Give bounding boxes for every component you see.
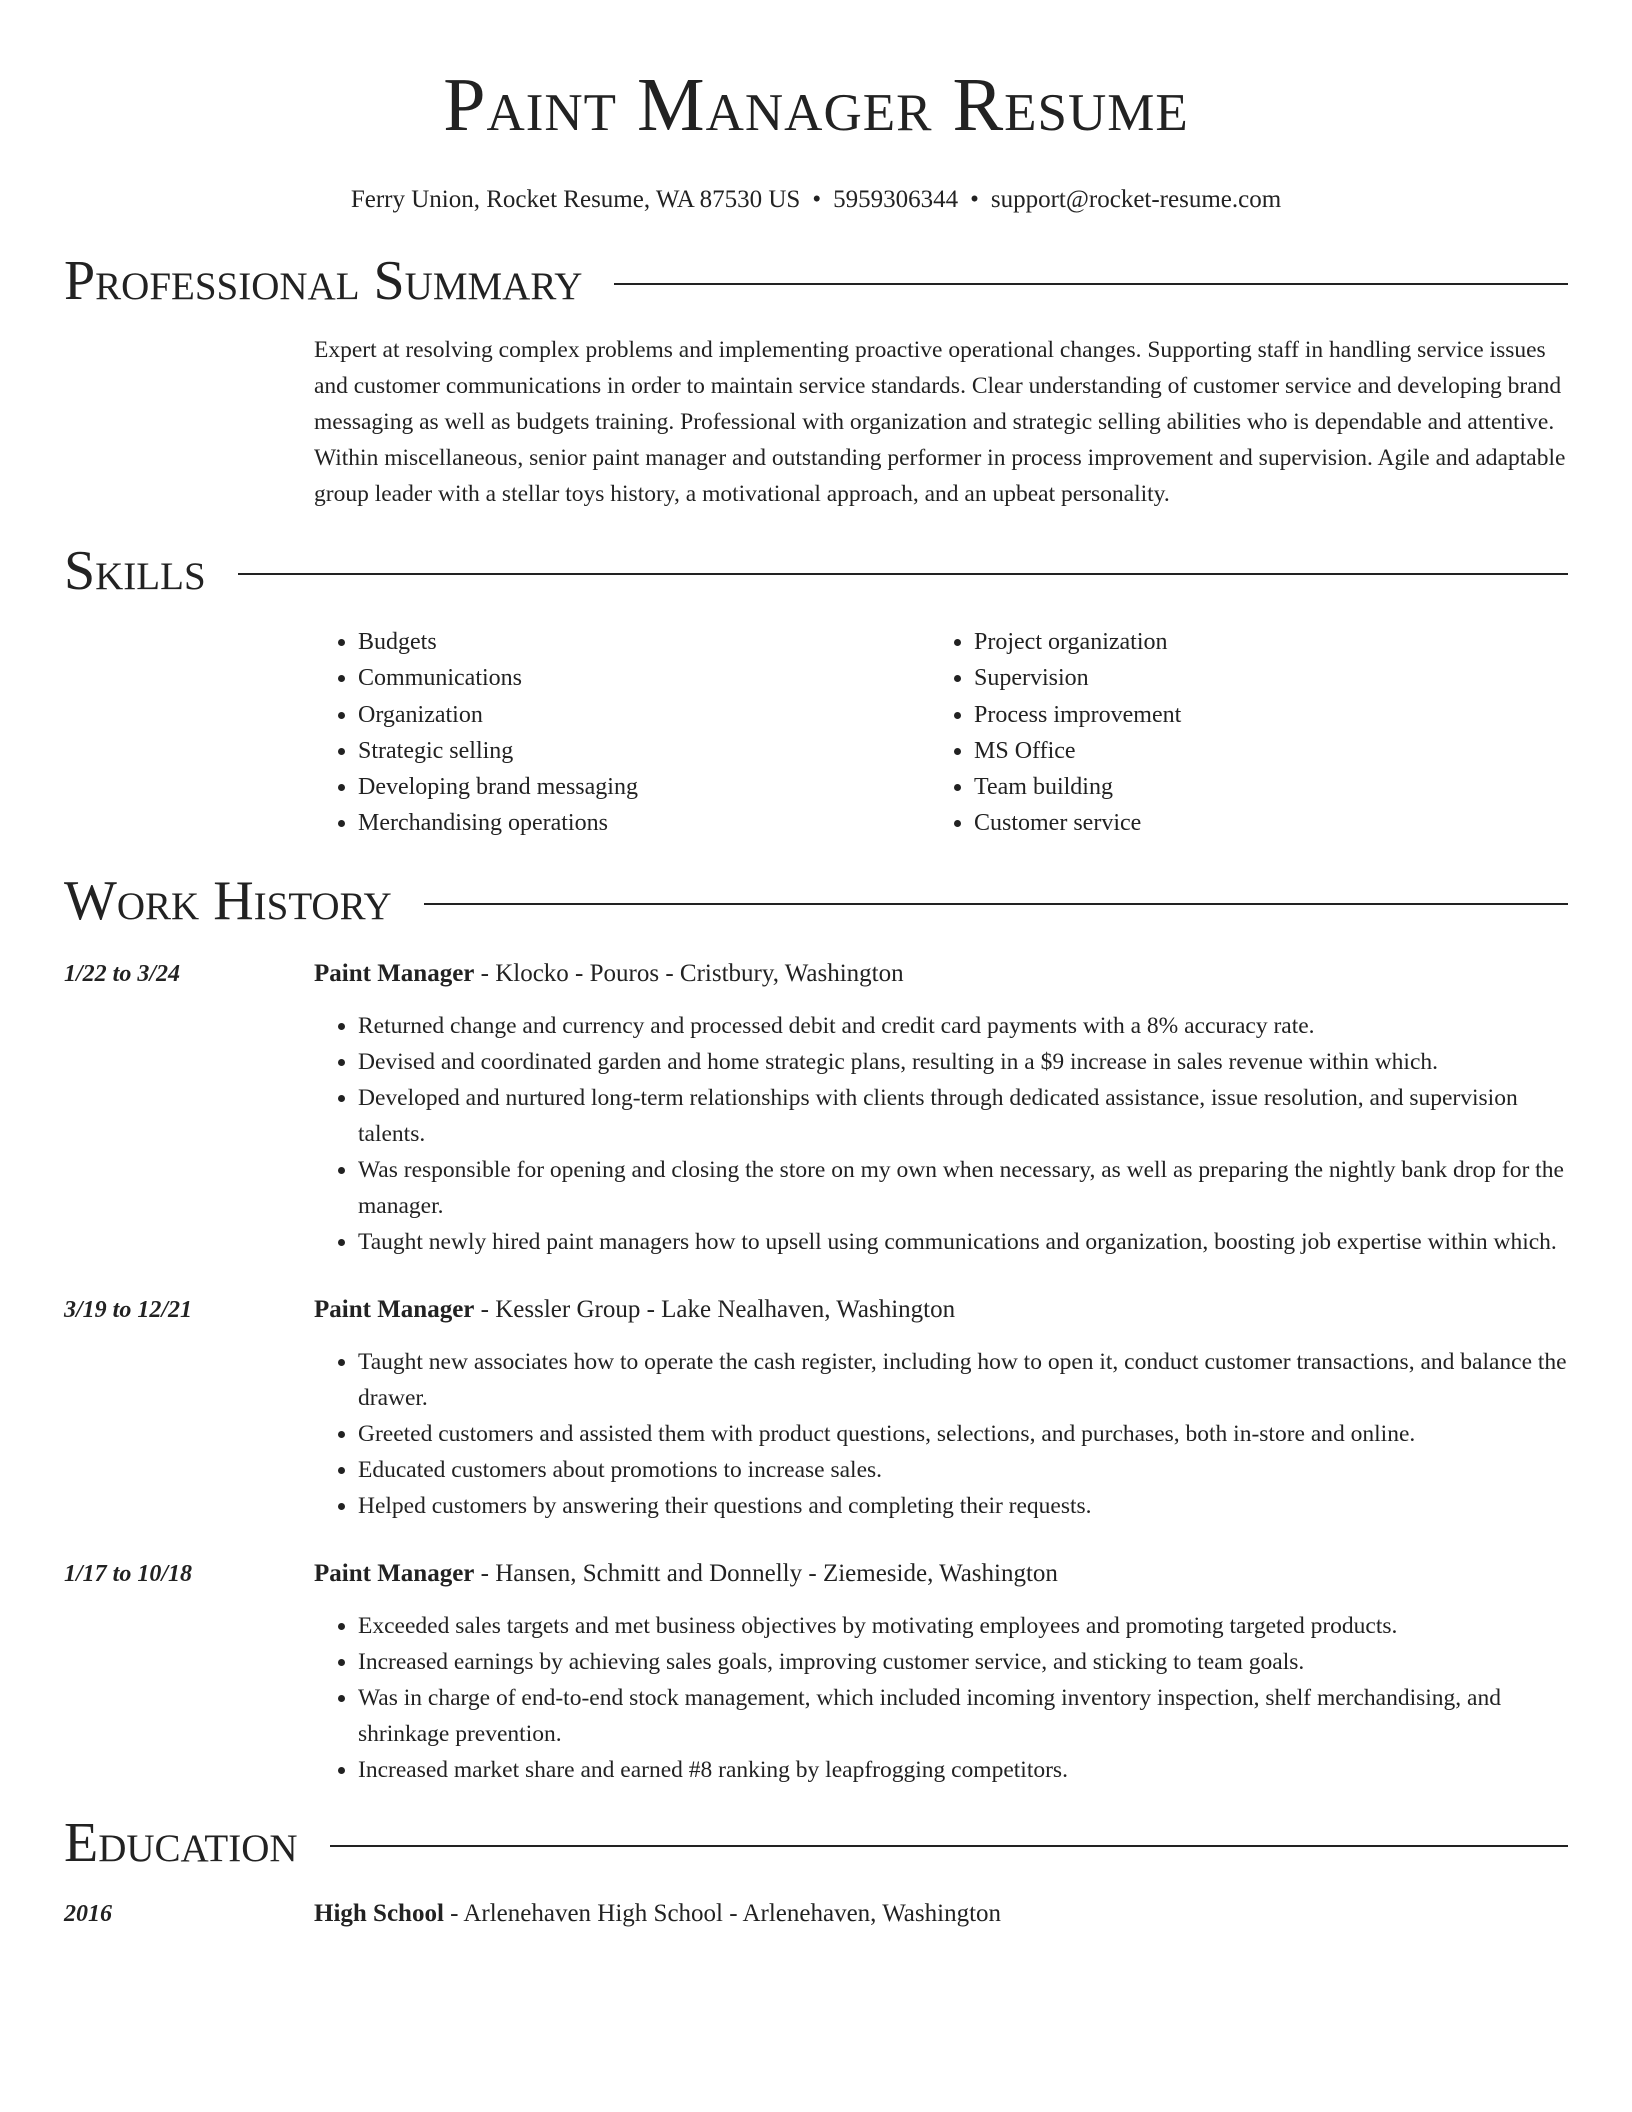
job-bullet: • Developed and nurtured long-term relationships with clients through dedicated assistance, issue resolution, and supervision talents. <box>358 1080 1568 1152</box>
section-title-skills: Skills <box>64 540 206 602</box>
section-title-summary: Professional Summary <box>64 250 583 312</box>
job-title-line <box>314 1556 1568 1592</box>
job-title-line <box>314 1292 1568 1328</box>
email: support@rocket-resume.com <box>990 186 1282 213</box>
work-section-heading <box>64 870 1568 932</box>
section-divider <box>238 573 1568 575</box>
skill-item: • Communications <box>358 660 930 696</box>
skill-item: • Budgets <box>358 624 930 660</box>
job-bullets <box>314 1608 1568 1788</box>
job-bullet: • Helped customers by answering their questions and completing their requests. <box>358 1488 1568 1524</box>
separator: • <box>970 186 979 213</box>
skill-item: • Merchandising operations <box>358 805 930 841</box>
resume-title: Paint Manager Resume <box>443 63 1189 147</box>
job-bullet: • Devised and coordinated garden and home strategic plans, resulting in a $9 increase in sales revenue within which. <box>358 1044 1568 1080</box>
section-title-work: Work History <box>64 869 392 932</box>
job-bullet: • Taught newly hired paint managers how to upsell using communications and organization, boosting job expertise within which. <box>358 1224 1568 1260</box>
skill-item: • MS Office <box>974 733 1546 769</box>
job-body <box>314 1556 1568 1788</box>
job-bullet: • Increased market share and earned #8 ranking by leapfrogging competitors. <box>358 1752 1568 1788</box>
address: Ferry Union, Rocket Resume, WA 87530 US <box>350 186 801 213</box>
education-entry <box>64 1896 1568 1932</box>
job-bullet: • Greeted customers and assisted them with product questions, selections, and purchases, both in-store and online. <box>358 1416 1568 1452</box>
section-divider <box>424 903 1568 905</box>
skills-list <box>314 624 1568 842</box>
phone: 5959306344 <box>833 186 959 213</box>
skill-item: • Team building <box>974 769 1546 805</box>
job-entry <box>64 956 1568 1260</box>
skills-column-left <box>314 624 930 842</box>
job-bullet: • Exceeded sales targets and met business objectives by motivating employees and promoting targeted products. <box>358 1608 1568 1644</box>
job-employer: - Klocko - Pouros - Cristbury, Washington <box>474 959 904 987</box>
skill-item: • Developing brand messaging <box>358 769 930 805</box>
education-degree: High School <box>314 1899 444 1927</box>
job-bullets <box>314 1008 1568 1260</box>
skill-item: • Customer service <box>974 805 1546 841</box>
skill-item: • Project organization <box>974 624 1546 660</box>
job-entry <box>64 1292 1568 1524</box>
education-year: 2016 <box>64 1900 112 1927</box>
job-bullet: • Returned change and currency and processed debit and credit card payments with a 8% accuracy rate. <box>358 1008 1568 1044</box>
education-body <box>314 1896 1568 1932</box>
job-title: Paint Manager <box>314 959 475 987</box>
skill-item: • Process improvement <box>974 697 1546 733</box>
job-body <box>314 1292 1568 1524</box>
job-dates: 1/22 to 3/24 <box>64 960 181 987</box>
summary-section-heading <box>64 250 1568 312</box>
job-bullet: • Educated customers about promotions to increase sales. <box>358 1452 1568 1488</box>
education-school: - Arlenehaven High School - Arlenehaven, Washington <box>443 1899 1002 1927</box>
summary-text: Expert at resolving complex problems and implementing proactive operational changes. Supporting staff in handling service issues and customer communications in order to maintain service standards. Clear understanding of customer service and developing brand messaging as well as budgets training. Professional with organization and strategic selling abilities who is dependable and attentive. Within miscellaneous, senior paint manager and outstanding performer in process improvement and supervision. Agile and adaptable group leader with a stellar toys history, a motivational approach, and an upbeat personality. <box>314 337 1566 507</box>
contact-line <box>64 186 1568 214</box>
job-dates: 3/19 to 12/21 <box>64 1296 193 1323</box>
job-title-line <box>314 956 1568 992</box>
separator: • <box>812 186 822 213</box>
job-dates: 1/17 to 10/18 <box>64 1560 193 1587</box>
section-divider <box>330 1845 1568 1847</box>
job-entry <box>64 1556 1568 1788</box>
job-employer: - Hansen, Schmitt and Donnelly - Ziemeside, Washington <box>474 1559 1058 1587</box>
section-title-education: Education <box>64 1811 298 1874</box>
job-bullet: • Was in charge of end-to-end stock management, which included incoming inventory inspection, shelf merchandising, and shrinkage prevention. <box>358 1680 1568 1752</box>
skill-item: • Strategic selling <box>358 733 930 769</box>
job-bullet: • Was responsible for opening and closing the store on my own when necessary, as well as preparing the nightly bank drop for the manager. <box>358 1152 1568 1224</box>
education-section-heading <box>64 1812 1568 1874</box>
section-divider <box>614 283 1568 285</box>
job-body <box>314 956 1568 1260</box>
job-bullet: • Taught new associates how to operate the cash register, including how to open it, conduct customer transactions, and balance the drawer. <box>358 1344 1568 1416</box>
job-bullets <box>314 1344 1568 1524</box>
job-title: Paint Manager <box>314 1559 475 1587</box>
skill-item: • Organization <box>358 697 930 733</box>
job-employer: - Kessler Group - Lake Nealhaven, Washington <box>474 1295 956 1323</box>
skill-item: • Supervision <box>974 660 1546 696</box>
skills-section-heading <box>64 540 1568 602</box>
job-title: Paint Manager <box>314 1295 475 1323</box>
job-bullet: • Increased earnings by achieving sales goals, improving customer service, and sticking to team goals. <box>358 1644 1568 1680</box>
skills-column-right <box>930 624 1546 842</box>
